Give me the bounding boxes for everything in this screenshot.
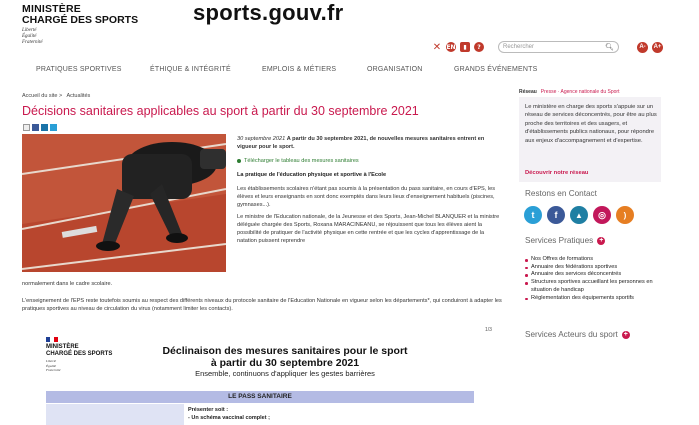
main-nav	[0, 66, 699, 78]
share-bar	[23, 124, 57, 131]
article-date: 30 septembre 2021	[237, 136, 286, 142]
bullet-icon	[237, 159, 241, 163]
sport-actors-heading[interactable]: Services Acteurs du sport +	[525, 330, 628, 339]
download-link[interactable]: Télécharger le tableau des mesures sanitaires	[237, 157, 500, 165]
document-logo: MINISTÈRE CHARGÉ DES SPORTS Liberté Égalité Fraternité	[46, 337, 126, 373]
list-item[interactable]: Annuaire des fédérations sportives	[525, 264, 665, 272]
logo-line-1: MINISTÈRE	[22, 3, 81, 15]
reseau-label: Réseau Presse · Agence nationale du Sport	[519, 89, 620, 95]
article-body	[237, 135, 500, 249]
email-icon[interactable]	[23, 124, 30, 131]
instagram-icon[interactable]: ◎	[593, 206, 611, 224]
nav-item-evenements[interactable]: GRANDS ÉVÉNEMENTS	[454, 66, 538, 73]
intro-text: A partir du 30 septembre 2021, de nouvelles mesures sanitaires entrent en vigueur pour le sport.	[237, 136, 485, 150]
help-icon[interactable]: ?	[474, 42, 484, 52]
article-paragraph-end: normalement dans le cadre scolaire.	[22, 281, 113, 287]
republic-motto: Liberté Égalité Fraternité	[22, 28, 43, 45]
nav-item-ethique[interactable]: ÉTHIQUE & INTÉGRITÉ	[150, 66, 231, 73]
expand-plus-icon[interactable]: +	[623, 330, 628, 338]
facebook-icon[interactable]: f	[547, 206, 565, 224]
discover-network-link[interactable]: Découvrir notre réseau	[525, 170, 589, 176]
document-page-number: 1/3	[485, 327, 492, 333]
sports-tools-icon[interactable]: ✕	[432, 41, 442, 53]
expand-plus-icon[interactable]: +	[599, 236, 604, 244]
practical-services-list	[525, 256, 665, 302]
glossary-icon[interactable]: ▮	[460, 42, 470, 52]
list-item[interactable]: Structures sportives accueillant les personnes en situation de handicap	[525, 279, 665, 294]
document-table-cell: Présenter soit : - Un schéma vaccinal complet ;	[188, 407, 270, 421]
article-photo	[22, 134, 226, 272]
social-links	[524, 206, 634, 224]
french-flag-icon	[46, 337, 58, 342]
document-section-band: LE PASS SANITAIRE	[46, 391, 474, 403]
search-input[interactable]: Rechercher 🔍︎	[498, 41, 619, 53]
twitter-icon[interactable]: t	[524, 206, 542, 224]
twitter-share-icon[interactable]	[50, 124, 57, 131]
reseau-description: Le ministère en charge des sports s'appuie sur un réseau de services déconcentrés, pour être au plus proche des territoires et des usagers, et d'établissements publics nationaux, pour répondre aux enjeux d'accompagnement et d'expertise.	[525, 104, 657, 144]
search-icon[interactable]: 🔍︎	[605, 44, 614, 51]
article-paragraph: Les établissements scolaires n'étant pas soumis à la présentation du pass sanitaire, en cours d'EPS, les élèves et leurs enseignants en sont donc exemptés dans leurs lieux d'enseignement habituels (piscines, gymnases...).	[237, 186, 496, 208]
dailymotion-icon[interactable]: ▲	[570, 206, 588, 224]
list-item[interactable]: Annuaire des services déconcentrés	[525, 271, 665, 279]
rss-icon[interactable]: )	[616, 206, 634, 224]
language-button[interactable]: EN	[446, 43, 456, 51]
facebook-share-icon[interactable]	[32, 124, 39, 131]
breadcrumb-home[interactable]: Accueil du site >	[22, 93, 63, 99]
document-table-cell	[46, 404, 184, 425]
site-name[interactable]: sports.gouv.fr	[193, 0, 344, 25]
breadcrumb	[22, 93, 93, 99]
header-tools	[432, 42, 484, 52]
nav-item-pratiques[interactable]: PRATIQUES SPORTIVES	[36, 66, 122, 73]
nav-item-emplois[interactable]: EMPLOIS & MÉTIERS	[262, 66, 337, 73]
logo-line-2: CHARGÉ DES SPORTS	[22, 14, 139, 26]
breadcrumb-actualites[interactable]: Actualités	[66, 93, 91, 99]
linkedin-share-icon[interactable]	[41, 124, 48, 131]
practical-services-heading[interactable]: Services Pratiques +	[525, 236, 604, 245]
article-intro	[237, 135, 500, 151]
list-item[interactable]: Réglementation des équipements sportifs	[525, 295, 665, 303]
article-subheading: La pratique de l'éducation physique et sportive à l'Ecole	[237, 172, 387, 178]
nav-item-organisation[interactable]: ORGANISATION	[367, 66, 423, 73]
article-paragraph: L'enseignement de l'EPS reste toutefois soumis au respect des différents niveaux du protocole sanitaire de l'Education Nationale en vigueur selon les départements*, qui conduiront à adapter les pratiques sportives au niveau de circulation du virus (notamment limiter les contacts).	[22, 298, 502, 312]
font-increase-button[interactable]: A+	[652, 42, 663, 53]
ministry-logo[interactable]	[22, 4, 152, 46]
contact-heading: Restons en Contact	[525, 189, 597, 198]
document-subtitle: Ensemble, continuons d'appliquer les gestes barrières	[195, 369, 375, 378]
font-decrease-button[interactable]: A-	[637, 42, 648, 53]
article-paragraph: Le ministre de l'Education nationale, de la Jeunesse et des Sports, Jean-Michel BLANQUER et la ministre déléguée chargée des Sports, Roxana MARACINEANU, se réjouissent que tous les élèves aient la possibilité de pratiquer de l'activité physique en cette rentrée et que les cycles d'apprentissage de la natation puissent reprendre	[237, 214, 500, 244]
page-title: Décisions sanitaires applicables au sport à partir du 30 septembre 2021	[22, 104, 419, 118]
list-item[interactable]: Nos Offres de formations	[525, 256, 665, 264]
document-title: Déclinaison des mesures sanitaires pour le sport à partir du 30 septembre 2021	[162, 345, 408, 369]
reseau-links[interactable]: Presse · Agence nationale du Sport	[540, 89, 620, 95]
